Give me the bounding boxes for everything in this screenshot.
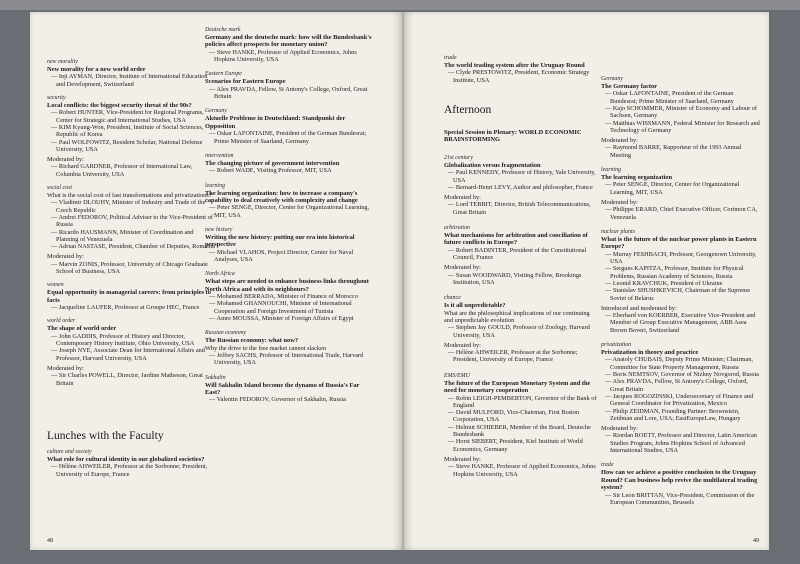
moderator-label: Moderated by: (601, 199, 638, 207)
right-page-column-1-sessions (444, 155, 599, 478)
session-title: What role for cultural identity in our globalized societies? (47, 456, 205, 463)
session (205, 227, 375, 263)
scan-edge (0, 0, 800, 10)
speaker: — Peter SENGE, Director, Center for Organizational Learning, MIT, USA (605, 181, 740, 196)
session (601, 342, 761, 454)
moderator-label: Moderated by: (444, 341, 481, 349)
moderator: — Lord TEBBIT, Director, British Telecommunications, Great Britain (448, 201, 591, 216)
speaker: — Adrian NASTASE, President, Chamber of Deputies, Romania (51, 243, 215, 251)
speaker: — Robert WADE, Visiting Professor, MIT, USA (209, 167, 332, 175)
spacer (205, 367, 375, 375)
moderator-label: Moderated by: (47, 253, 84, 261)
page-number-right: 49 (753, 538, 759, 544)
session-category: Deutsche mark (205, 27, 241, 33)
session-title: What is the future of the nuclear power plants in Eastern Europe? (601, 235, 757, 251)
session-category: security (47, 95, 66, 101)
session (444, 55, 599, 84)
session (47, 59, 217, 88)
session-category: privatization (601, 342, 632, 349)
speaker: — Paul KENNEDY, Professor of History, Yale University, USA (448, 169, 596, 184)
left-page (30, 12, 403, 550)
session-title: The future of the European Monetary System and the need for monetary cooperation (444, 379, 591, 395)
session-title: The Germany factor (601, 83, 658, 90)
speaker: — Mohamed BERRADA, Minister of Finance of Morocco (209, 293, 359, 301)
moderator: — Susan WOODWARD, Visiting Fellow, Brookings Institution, USA (448, 271, 582, 286)
spacer (205, 175, 375, 183)
session-title: Privatization in theory and practice (601, 349, 699, 357)
afternoon-heading: Afternoon (444, 104, 492, 116)
speaker: — John GADDIS, Professor of History and Director, Contemporary History Institute, Ohio University, USA (51, 332, 195, 348)
session (601, 76, 761, 159)
speaker: — Horst SIEBERT, President, Kiel Institute of World Economics, Germany (448, 438, 583, 453)
moderator-label: Moderated by: (47, 365, 84, 373)
session-title: Equal opportunity in managerial careers: from principles to facts (47, 289, 211, 304)
session (205, 375, 375, 404)
trade-session-top (444, 55, 599, 84)
speaker: — Oskar LAFONTAINE, President of the German Bundesrat; Prime Minister of Saarland, Germany (605, 90, 734, 105)
speaker: — Alex PRAVDA, Fellow, St Antony's College, Oxford, Great Britain (209, 85, 368, 101)
session-title: What steps are needed to enhance business links throughout North Africa and with its neighbours? (205, 278, 369, 293)
session (47, 95, 217, 178)
session (47, 282, 217, 311)
spacer (601, 159, 761, 167)
lunch-section (47, 430, 217, 478)
spacer (444, 286, 599, 295)
speaker: — Michael VLAHOS, Project Director, Center for Naval Analyses, USA (209, 248, 354, 264)
session-title: Scenarios for Eastern Europe (205, 78, 286, 86)
speaker: — Steve HANKE, Professor of Applied Economics, Johns Hopkins University, USA (209, 48, 357, 64)
speaker: — Alex PRAVDA, Fellow, St Antony's College, Oxford, Great Britain (605, 378, 748, 393)
session-title: How can we achieve a positive conclusion to the Uruguay Round? Can business help revive the multilateral trading system? (601, 469, 758, 492)
speaker: — Robert BADINTER, President of the Constitutional Council, France (448, 246, 587, 262)
session-category: learning (601, 167, 621, 174)
speaker: — David MULFORD, Vice-Chairman, First Boston Corporation, USA (448, 409, 580, 424)
session (601, 167, 761, 221)
session (205, 330, 375, 366)
speaker: — Paul WOLFOWITZ, Resident Scholar, National Defense University, USA (51, 138, 203, 153)
session-title: The learning organization: how to increase a company's capability to deal creatively with complexity and change (205, 189, 358, 204)
session-category: Sakhalin (205, 374, 226, 381)
session (444, 373, 599, 478)
session-category: arbitration (444, 225, 470, 231)
moderator: — Richard GARDNER, Professor of International Law, Columbia University, USA (51, 163, 193, 178)
speaker: — Philip ZEIDMAN, Founding Partner: Brownstein, Zeidman and Lore, USA; EastEuropeLaw, Hungary (605, 407, 741, 422)
session-title: The Russian economy: what now? (205, 337, 299, 345)
moderator: — Raymond BARRE, Rapporteur of the 1993 Annual Meeting (605, 144, 742, 159)
session-category: intervention (205, 152, 234, 159)
spacer (205, 100, 375, 108)
moderator-label: Moderated by: (47, 156, 84, 164)
session-title: The learning organization (601, 174, 673, 182)
session-category: women (47, 282, 64, 289)
session (205, 183, 375, 219)
speaker: — Vladimir DLOUHY, Minister of Industry and Trade of the Czech Republic (51, 199, 206, 214)
speaker: — Kajo SCHOMMER, Minister of Economy and Labour of Sachsen, Germany (605, 105, 757, 120)
session-title: Aktuelle Probleme in Deutschland: Standpunkt der Opposition (205, 115, 346, 130)
speaker: — Joseph NYE, Associate Dean for International Affairs and Professor, Harvard University, USA (51, 347, 205, 362)
spacer (205, 63, 375, 71)
book-gutter (392, 12, 414, 550)
moderator-label: Introduced and moderated by: (601, 304, 677, 312)
spacer (205, 219, 375, 227)
speaker: — Helmut SCHIEBER, Member of the Board, Deutsche Bundesbank (448, 423, 591, 439)
spacer (601, 454, 761, 462)
session-category: social cost (47, 185, 73, 192)
session-title: Local conflicts: the biggest security threat of the 90s? (47, 102, 192, 109)
speaker: — Jacqueline LAUFER, Professor at Groupe HEC, France (51, 304, 200, 312)
session-title: Will Sakhalin Island become the dynamo of Russia's Far East? (205, 381, 360, 397)
session (205, 71, 375, 100)
session-category: North Africa (205, 271, 235, 278)
session-title: Is it all unpredictable? (444, 302, 506, 310)
left-page-column-1 (47, 59, 217, 387)
speaker: — Anatoly CHUBAIS, Deputy Prime Minister; Chairman, Committee for State Property Management, Russia (605, 356, 753, 371)
session (601, 462, 761, 506)
speaker: — Amre MOUSSA, Minister of Foreign Affairs of Egypt (209, 315, 354, 323)
spacer (601, 334, 761, 342)
speaker: — Robert HUNTER, Vice-President for Regional Programs, Center for Strategic and International Studies, USA (51, 109, 204, 124)
session-category: world order (47, 318, 76, 325)
session (205, 27, 375, 63)
speaker: — Sir Leon BRITTAN, Vice-President, Commission of the European Communities, Brussels (605, 491, 755, 506)
plenary-session: Special Session in Plenary: WORLD ECONOMIC BRAINSTORMING (444, 129, 582, 144)
speaker: — Matthias WISSMANN, Federal Minister for Research and Technology of Germany (605, 119, 760, 134)
spacer (47, 311, 217, 318)
moderator: — Marvin ZONIS, Professor, University of Chicago Graduate School of Business, USA (51, 260, 208, 276)
session-title: Globalization versus fragmentation (444, 161, 541, 169)
spacer (601, 221, 761, 229)
speaker: — Valentin FEDOROV, Governor of Sakhalin, Russia (209, 396, 346, 404)
session-title: New morality for a new world order (47, 66, 146, 73)
session-title: Writing the new history: putting our era into historical perspective (205, 233, 355, 249)
page-number-left: 48 (47, 538, 53, 544)
speaker: — Boris NEMTSOV, Governor of Nizhny Novgorod, Russia (605, 371, 759, 379)
spacer (47, 88, 217, 95)
moderator-label: Moderated by: (444, 194, 481, 202)
right-page-column-2 (601, 76, 761, 506)
session (47, 185, 217, 275)
lunch-session (47, 449, 217, 478)
session-category: new history (205, 226, 233, 233)
session-title: The world trading system after the Uruguay Round (444, 62, 585, 69)
session (205, 271, 375, 322)
session-category: nuclear plants (601, 228, 635, 235)
session (444, 155, 599, 216)
speaker: — Peter SENGE, Director, Center for Organizational Learning, MIT, USA (209, 204, 370, 219)
session-category: EMS/EMU (444, 372, 470, 379)
session-title: Germany and the deutsche mark: how will the Bundesbank's policies affect prospects for monetary union? (205, 34, 372, 49)
session-title: The changing picture of government intervention (205, 159, 340, 167)
session-category: trade (444, 55, 457, 61)
session-subtitle: Why the drive to the free market cannot slacken (205, 344, 326, 352)
session-category: new morality (47, 59, 78, 65)
speaker: — Stanislav SHUSHKEVICH, Chairman of the Supreme Soviet of Belarus (605, 287, 750, 302)
spacer (444, 364, 599, 373)
speaker: — Jeffrey SACHS, Professor of International Trade, Harvard University, USA (209, 352, 364, 367)
speaker: — Leonid KRAVCHUK, President of Ukraine (605, 279, 723, 287)
session-category: Russian economy (205, 330, 247, 337)
speaker: — KIM Kyung-Won, President, Institute of Social Sciences, Republic of Korea (51, 124, 204, 139)
moderator: — Hélène AHWEILER, Professor at the Sorbonne; President, University of Europe, France (448, 349, 578, 364)
speaker: — Robin LEIGH-PEMBERTON, Governor of the Bank of England (448, 394, 597, 409)
speaker: — Murray FESHBACH, Professor, Georgetown University, USA (605, 250, 757, 266)
speaker: — Inji AYMAN, Director, Institute of International Education and Development, Switzerland (51, 73, 208, 88)
spacer (444, 216, 599, 225)
moderator: — Eberhard von KOERBER, Executive Vice-President and Member of Group Executive Management, ABB Asea Brown Boveri, Switzerland (605, 312, 756, 334)
lunch-heading: Lunches with the Faculty (47, 430, 164, 442)
session-subtitle: What are the philosophical implications of our continuing and unpredictable evolution (444, 309, 590, 324)
session-title: The shape of world order (47, 325, 117, 333)
moderator-label: Moderated by: (601, 425, 638, 433)
moderator: — Steve HANKE, Professor of Applied Economics, Johns Hopkins University, USA (448, 463, 596, 478)
session-category: learning (205, 182, 225, 189)
speaker: — Oskar LAFONTAINE, President of the German Bundesrat; Prime Minister of Saarland, Germany (209, 130, 367, 145)
spacer (205, 322, 375, 330)
moderator: — Riordan ROETT, Professor and Director, Latin American Studies Program, Johns Hopkins School of Advanced International Studies, USA (605, 432, 757, 455)
session-title: What is the social cost of fast transformations and privatizations? (47, 192, 212, 200)
session-category: trade (601, 462, 614, 469)
session (601, 229, 761, 334)
session-title: What mechanisms for arbitration and conciliation of future conflicts in Europe? (444, 232, 588, 247)
speaker: — Mohamed GHANNOUCHI, Minister of International Cooperation and Foreign Investment of Tunisia (209, 300, 352, 315)
session (205, 108, 375, 144)
moderator-label: Moderated by: (444, 455, 481, 463)
session (444, 225, 599, 286)
right-page (403, 12, 769, 550)
left-page-column-2 (205, 27, 375, 404)
moderator: — Philippe ERARD, Chief Executive Officer, Corimon CA, Venezuela (605, 206, 758, 221)
session-category: chance (444, 295, 461, 302)
speaker: — Ricardo HAUSMANN, Minister of Coordination and Planning of Venezuela (51, 228, 194, 243)
speaker: — Andrei FEDOROV, Political Adviser to the Vice-President of Russia (51, 213, 213, 229)
session-category: Eastern Europe (205, 71, 242, 78)
session (444, 295, 599, 363)
session (205, 153, 375, 175)
spacer (47, 275, 217, 282)
session-category: Germany (205, 108, 227, 115)
right-page-column-1 (444, 55, 599, 478)
spacer (47, 178, 217, 185)
moderator: — Sir Charles POWELL, Director, Jardine Matheson, Great Britain (51, 372, 203, 387)
session-category: Germany (601, 76, 623, 82)
speaker: — Hélène AHWEILER, Professor at the Sorbonne; President, University of Europe, France (51, 463, 208, 478)
speaker: — Bernard-Henri LEVY, Author and philosopher, France (448, 183, 593, 191)
speaker: — Stephen Jay GOULD, Professor of Zoology, Harvard University, USA (448, 324, 590, 339)
spacer (205, 145, 375, 153)
moderator-label: Moderated by: (444, 264, 481, 272)
speaker: — Sergues KAPITZA, Professor, Institute for Physical Problems, Russian Academy of Sciences, Russia (605, 265, 744, 280)
speaker: — Jacques ROGOZINSKI, Undersecretary of Finance and General Coordinator for Privatization, Mexico (605, 392, 754, 408)
speaker: — Clyde PRESTOWITZ, President, Economic Strategy Institute, USA (448, 69, 590, 84)
session (47, 318, 217, 386)
session-category: culture and society (47, 449, 92, 455)
session-category: 21st century (444, 154, 473, 161)
session (47, 449, 217, 478)
moderator-label: Moderated by: (601, 137, 638, 145)
